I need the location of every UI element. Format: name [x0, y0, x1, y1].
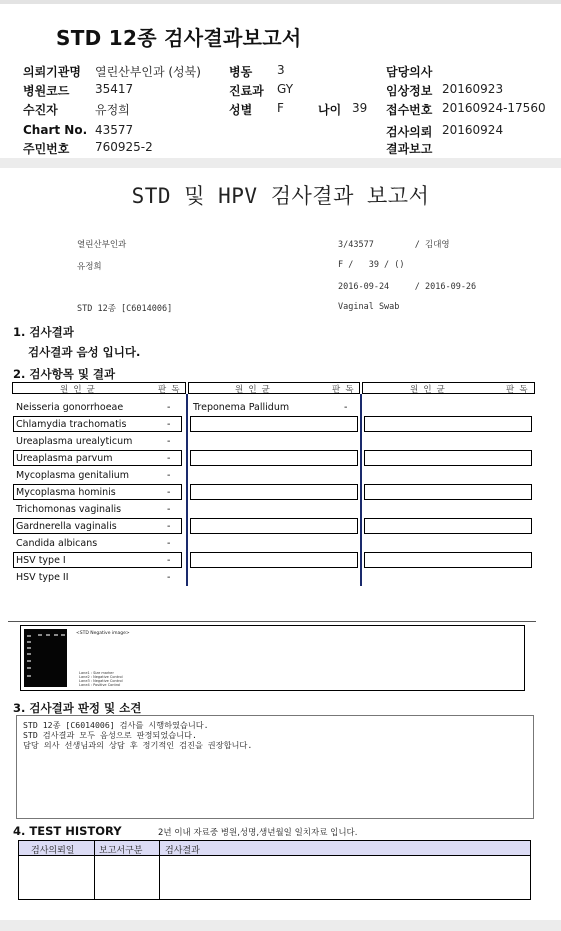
empty-row-box [190, 518, 358, 534]
section1-title: 1. 검사결과 [13, 325, 74, 339]
pathogen-label: Treponema Pallidum [193, 402, 290, 413]
table-header-col3 [362, 382, 535, 394]
pathogen-result: - [167, 555, 171, 566]
pathogen-label: Trichomonas vaginalis [16, 504, 122, 515]
age-value: 39 [352, 101, 368, 115]
comment-line: STD 검사결과 모두 음성으로 판정되었습니다. [23, 730, 197, 740]
meta-sex-age: F / 39 / () [338, 260, 405, 270]
empty-row-box [190, 484, 358, 500]
column-divider [186, 394, 188, 586]
results-table [12, 382, 535, 586]
history-note: 2년 이내 자료중 병원,성명,생년월일 일치자료 입니다. [158, 828, 358, 838]
history-header-date: 검사의뢰일 [31, 846, 75, 856]
pathogen-label: Mycoplasma genitalium [16, 470, 130, 481]
comment-line: STD 12종 [C6014006] 검사를 시행하였습니다. [23, 720, 209, 730]
dept-value: GY [277, 82, 294, 96]
institution-value: 열린산부인과 (성북) [95, 65, 201, 79]
pathogen-result: - [344, 402, 348, 413]
meta-specimen: Vaginal Swab [338, 302, 400, 312]
empty-row-box [190, 416, 358, 432]
patient-value: 유정희 [95, 103, 130, 117]
resident-value: 760925-2 [95, 140, 153, 154]
image-legend-item: Lane2 : Negative Control [79, 675, 123, 679]
institution-label: 의뢰기관명 [23, 65, 81, 79]
hospital-code-label: 병원코드 [23, 84, 70, 98]
empty-row-box [364, 552, 532, 568]
clinical-label: 임상정보 [386, 84, 433, 98]
sex-label: 성별 [229, 103, 253, 117]
empty-row-box [190, 552, 358, 568]
gel-band [38, 634, 42, 636]
header-result: 판 독 [332, 385, 354, 395]
pathogen-result: - [167, 453, 171, 464]
empty-row-box [364, 416, 532, 432]
pathogen-result: - [167, 436, 171, 447]
history-header-result: 검사결과 [165, 846, 200, 856]
request-value: 20160924 [442, 123, 504, 137]
report-label: 결과보고 [386, 142, 433, 156]
sex-value: F [277, 101, 284, 115]
column-divider [94, 841, 95, 899]
clinical-value: 20160923 [442, 82, 504, 96]
header-pathogen: 원 인 균 [235, 385, 270, 395]
history-table [18, 840, 531, 900]
section4-title: 4. TEST HISTORY [13, 824, 122, 838]
pathogen-label: Ureaplasma parvum [16, 453, 113, 464]
empty-row-box [364, 450, 532, 466]
empty-row-box [190, 450, 358, 466]
empty-row-box [364, 484, 532, 500]
table-header-col2 [188, 382, 360, 394]
patient-label: 수진자 [23, 103, 58, 117]
pathogen-label: Candida albicans [16, 538, 98, 549]
section2-title: 2. 검사항목 및 결과 [13, 367, 116, 381]
pathogen-result: - [167, 419, 171, 430]
meta-clinic: 열린산부인과 [77, 240, 127, 250]
column-divider [360, 394, 362, 586]
comments-box [16, 715, 534, 819]
pathogen-result: - [167, 538, 171, 549]
header-result: 판 독 [158, 385, 180, 395]
gel-band [27, 653, 31, 655]
gel-image [24, 629, 67, 687]
gel-band [46, 634, 50, 636]
pathogen-label: Gardnerella vaginalis [16, 521, 117, 532]
resident-label: 주민번호 [23, 142, 70, 156]
gel-band [61, 634, 65, 636]
request-label: 검사의뢰 [386, 125, 433, 139]
meta-id-doctor: 3/43577 / 김대영 [338, 240, 450, 250]
pathogen-label: Chlamydia trachomatis [16, 419, 127, 430]
image-caption: <STD Negative image> [76, 631, 130, 636]
comment-line: 담당 의사 선생님과의 상담 후 정기적인 검진을 권장합니다. [23, 740, 253, 750]
pathogen-result: - [167, 504, 171, 515]
empty-row-box [364, 518, 532, 534]
doctor-label: 담당의사 [386, 65, 433, 79]
gel-image-panel [20, 625, 525, 691]
table-header-col1 [12, 382, 186, 394]
pathogen-label: HSV type I [16, 555, 66, 566]
receipt-value: 20160924-17560 [442, 101, 546, 115]
report-paper [0, 168, 561, 920]
section1-text: 검사결과 음성 입니다. [28, 345, 141, 359]
column-divider [159, 841, 160, 899]
report-title: STD 및 HPV 검사결과 보고서 [131, 184, 430, 208]
dept-label: 진료과 [229, 84, 264, 98]
gel-band [27, 647, 31, 649]
receipt-label: 접수번호 [386, 103, 433, 117]
section3-title: 3. 검사결과 판정 및 소견 [13, 701, 142, 715]
meta-dates: 2016-09-24 / 2016-09-26 [338, 282, 477, 292]
image-legend-item: Lane3 : Negative Control [79, 679, 123, 683]
history-header-row [19, 841, 530, 856]
hospital-code-value: 35417 [95, 82, 134, 96]
pathogen-label: Ureaplasma urealyticum [16, 436, 133, 447]
divider [8, 621, 536, 622]
history-header-type: 보고서구분 [99, 846, 143, 856]
meta-patient: 유정희 [77, 262, 102, 272]
pathogen-label: Mycoplasma hominis [16, 487, 116, 498]
header-pathogen: 원 인 균 [60, 385, 95, 395]
gel-band [27, 635, 31, 637]
gel-band [27, 641, 31, 643]
gel-band [54, 634, 58, 636]
gel-band [27, 667, 31, 669]
chart-label: Chart No. [23, 123, 88, 137]
pathogen-result: - [167, 521, 171, 532]
gel-band [27, 675, 31, 677]
pathogen-result: - [167, 470, 171, 481]
image-legend-item: Lane1 : Size marker [79, 671, 114, 675]
gel-band [27, 660, 31, 662]
age-label: 나이 [318, 103, 342, 117]
pathogen-label: HSV type II [16, 572, 69, 583]
pathogen-result: - [167, 572, 171, 583]
ward-value: 3 [277, 63, 285, 77]
pathogen-result: - [167, 402, 171, 413]
header-result: 판 독 [506, 385, 528, 395]
image-legend-item: Lane4 : Positive Control [79, 683, 121, 687]
header-pathogen: 원 인 균 [410, 385, 445, 395]
chart-value: 43577 [95, 123, 134, 137]
summary-panel [0, 0, 561, 158]
pathogen-result: - [167, 487, 171, 498]
ward-label: 병동 [229, 65, 253, 79]
summary-title: STD 12종 검사결과보고서 [56, 26, 302, 50]
pathogen-label: Neisseria gonorrhoeae [16, 402, 124, 413]
meta-test: STD 12종 [C6014006] [77, 304, 173, 314]
